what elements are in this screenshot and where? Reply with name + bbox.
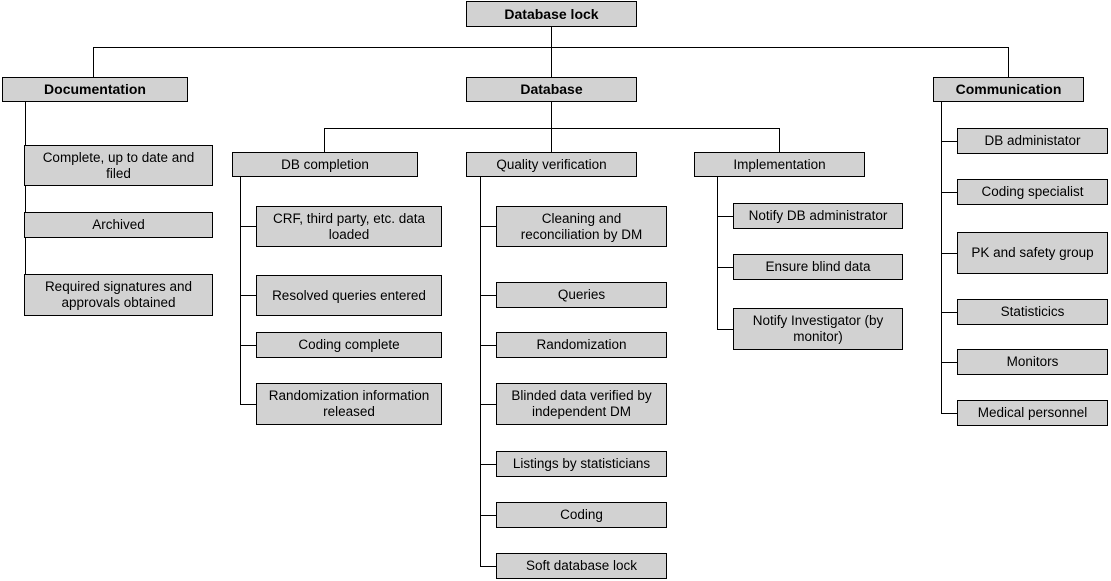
node-db-completion[interactable] [232, 152, 418, 177]
connector-dbc-item-2 [240, 295, 256, 296]
connector-comm-item-6 [941, 413, 957, 414]
node-label: Cleaning and reconciliation by DM [520, 210, 643, 242]
connector-qv-item-3 [480, 345, 496, 346]
node-label: Implementation [733, 156, 826, 172]
connector-impl-item-3 [717, 329, 733, 330]
node-communication-item-4[interactable] [957, 299, 1108, 325]
node-label: CRF, third party, etc. data loaded [272, 210, 426, 242]
connector-impl-item-2 [717, 267, 733, 268]
connector-drop-documentation [93, 47, 94, 77]
node-label: Randomization [536, 337, 627, 353]
node-label: DB administator [984, 133, 1081, 149]
node-implementation-item-3[interactable] [733, 308, 903, 350]
connector-database-bus [324, 128, 780, 129]
node-db-completion-item-2[interactable] [256, 275, 442, 316]
node-quality-item-3[interactable] [496, 332, 667, 358]
connector-drop-implementation [779, 128, 780, 152]
node-implementation-item-1[interactable] [733, 203, 903, 229]
connector-comm-item-2 [941, 192, 957, 193]
node-documentation-item-3[interactable] [24, 274, 213, 316]
connector-spine-quality [480, 177, 481, 566]
node-quality-verification[interactable] [466, 152, 637, 177]
node-communication-item-6[interactable] [957, 400, 1108, 426]
node-quality-item-4[interactable] [496, 383, 667, 425]
connector-spine-dbcompletion [240, 177, 241, 404]
node-label: Notify Investigator (by monitor) [752, 313, 884, 344]
node-label: Monitors [1006, 354, 1059, 370]
node-label: Blinded data verified by independent DM [511, 388, 652, 419]
connector-comm-item-1 [941, 141, 957, 142]
node-quality-item-7[interactable] [496, 553, 667, 579]
connector-qv-item-1 [480, 226, 496, 227]
node-label: Medical personnel [977, 405, 1088, 421]
node-label: DB completion [281, 156, 369, 172]
connector-dbc-item-3 [240, 345, 256, 346]
node-label: Coding complete [298, 337, 400, 353]
node-db-completion-item-3[interactable] [256, 332, 442, 358]
node-database[interactable] [466, 77, 637, 102]
connector-qv-item-4 [480, 404, 496, 405]
connector-spine-implementation [717, 177, 718, 329]
node-label: Ensure blind data [765, 259, 871, 275]
connector-drop-communication [1008, 47, 1009, 77]
connector-drop-quality [551, 128, 552, 152]
node-quality-item-5[interactable] [496, 451, 667, 477]
node-quality-item-2[interactable] [496, 282, 667, 308]
node-label: Queries [557, 287, 606, 303]
connector-qv-item-5 [480, 464, 496, 465]
node-label: Randomization information released [268, 388, 430, 419]
node-label: Coding [560, 507, 603, 523]
connector-spine-documentation [25, 102, 26, 295]
node-label: PK and safety group [971, 245, 1094, 261]
node-label: Required signatures and approvals obtained [44, 279, 193, 310]
node-documentation-item-1[interactable] [24, 145, 213, 186]
node-label: Notify DB administrator [748, 208, 888, 224]
node-documentation-item-2[interactable] [24, 212, 213, 238]
node-documentation[interactable] [2, 77, 188, 102]
connector-database-down [551, 102, 552, 128]
connector-qv-item-6 [480, 515, 496, 516]
node-label: Quality verification [496, 156, 607, 172]
connector-root-down [551, 27, 552, 47]
node-communication-item-1[interactable] [957, 128, 1108, 154]
node-implementation[interactable] [694, 152, 865, 177]
connector-dbc-item-4 [240, 404, 256, 405]
connector-drop-database [551, 47, 552, 77]
node-root-database-lock[interactable] [466, 1, 637, 27]
node-label: Coding specialist [981, 184, 1084, 200]
connector-impl-item-1 [717, 216, 733, 217]
node-label: Archived [92, 217, 145, 233]
connector-qv-item-7 [480, 566, 496, 567]
node-label: Complete, up to date and filed [42, 149, 195, 181]
node-label: Resolved queries entered [272, 287, 426, 303]
node-communication-item-3[interactable] [957, 232, 1108, 274]
node-quality-item-1[interactable] [496, 206, 667, 247]
node-label: Database [520, 81, 583, 98]
connector-comm-item-3 [941, 253, 957, 254]
node-communication-item-2[interactable] [957, 179, 1108, 205]
node-db-completion-item-4[interactable] [256, 383, 442, 425]
node-communication[interactable] [933, 77, 1084, 102]
node-quality-item-6[interactable] [496, 502, 667, 528]
connector-comm-item-5 [941, 362, 957, 363]
connector-spine-communication [941, 102, 942, 413]
node-communication-item-5[interactable] [957, 349, 1108, 375]
node-label: Soft database lock [525, 558, 638, 574]
node-label: Statisticics [1000, 304, 1065, 320]
connector-dbc-item-1 [240, 226, 256, 227]
connector-qv-item-2 [480, 295, 496, 296]
node-db-completion-item-1[interactable] [256, 206, 442, 247]
node-label: Communication [955, 81, 1062, 98]
node-implementation-item-2[interactable] [733, 254, 903, 280]
node-label: Documentation [44, 81, 146, 98]
node-label: Listings by statisticians [512, 456, 651, 472]
connector-drop-dbcompletion [324, 128, 325, 152]
node-label: Database lock [504, 5, 599, 22]
connector-comm-item-4 [941, 312, 957, 313]
